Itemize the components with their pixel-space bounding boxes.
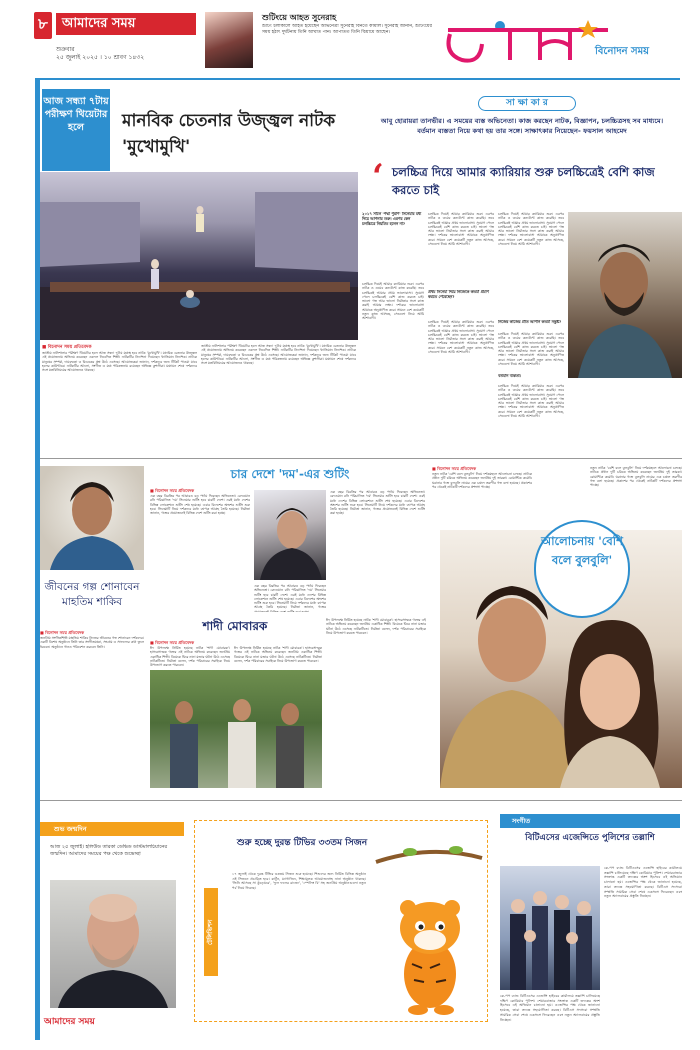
actress-photo bbox=[205, 12, 253, 68]
music-body-2: কে-পপ ব্যান্ড বিটিএসের এজেন্সি হাইবের কার্যালয়ে তল্লাশি চালিয়েছে দক্ষিণ কোরিয়ার পুলিশ। শেয়ারবাজার সংক্রান্ত একটি তদন্তের অংশ হিসেবে এই অভিযান চালানো হয়। এজেন্সির পক্ষ থেকে জানানো হয়েছে, তারা তদন্তে সহযোগিতা করছে। বিটিএস সদস্যরা সম্প্রতি সামরিক সেবা শেষে একসঙ্গে ফিরেছেন এবং নতুন অ্যালবামের প্রস্তুতি নিচ্ছেন। bbox=[500, 994, 600, 1022]
drama-kicker: আজ সন্ধ্যা ৭টায় পরীক্ষণ থিয়েটার হলে bbox=[43, 96, 109, 133]
drama-kicker-box bbox=[42, 89, 110, 171]
interview-q2: প্রথম সিনেমা দিয়ে নিজেকে কতটা প্রমাণ করতে পেরেছেন? bbox=[428, 290, 489, 299]
drama-body-col2: জাতীয় নাট্যশালার পরীক্ষণ থিয়েটার হলে আজ সন্ধ্যা ৭টায় মঞ্চস্থ হবে নাটক 'মুখোমুখি'। মানবিক চেতনার উজ্জ্বল এই প্রযোজনায় অভিনয় করেছেন একদল নিবেদিত শিল্পী। নাটকটির নির্দেশনা দিয়েছেন খ্যাতিমান নির্দেশক। নাটকে মানুষের সম্পর্ক, দায়বদ্ধতা ও বিবেকের প্রশ্ন উঠে এসেছে। আয়োজকরা জানান, দর্শকদের জন্য টিকিট পাওয়া যাবে হলের কাউন্টারে। নাটকটির আলো, সংগীত ও মঞ্চ পরিকল্পনায় রয়েছেন অভিজ্ঞ কুশলীরা। মঞ্চায়ন শেষে দর্শকদের সঙ্গে মতবিনিময়ের আয়োজনও থাকছে। bbox=[201, 344, 356, 366]
interview-quote: চলচ্চিত্র দিয়ে আমার ক্যারিয়ার শুরু চলচ্চিত্রেই বেশি কাজ করতে চাই bbox=[392, 165, 655, 197]
interview-body-1: চলচ্চিত্র দিয়েই আমার ক্যারিয়ার শুরু। এরপর নাটক ও ওয়েব কনটেন্টে কাজ করেছি। তবে চলচ্চিত্রই আমার প্রথম ভালোবাসা। সুযোগ পেলে চলচ্চিত্রেই বেশি কাজ করতে চাই। ভালো গল্প আর ভালো নির্মাতার সঙ্গে কাজ করাই আমার লক্ষ্য। দর্শকের ভালোবাসা আমাকে অনুপ্রাণিত করে। সামনে বেশ কয়েকটি নতুন কাজ আসছে, সেগুলো নিয়ে আমি আশাবাদী। bbox=[362, 282, 424, 321]
interview-body-4: চলচ্চিত্র দিয়েই আমার ক্যারিয়ার শুরু। এরপর নাটক ও ওয়েব কনটেন্টে কাজ করেছি। তবে চলচ্চিত্রই আমার প্রথম ভালোবাসা। সুযোগ পেলে চলচ্চিত্রেই বেশি কাজ করতে চাই। ভালো গল্প আর ভালো নির্মাতার সঙ্গে কাজ করাই আমার লক্ষ্য। দর্শকের ভালোবাসা আমাকে অনুপ্রাণিত করে। সামনে বেশ কয়েকটি নতুন কাজ আসছে, সেগুলো নিয়ে আমি আশাবাদী। bbox=[498, 212, 564, 247]
footer-masthead: আমাদের সময় bbox=[44, 1017, 95, 1027]
interview-q3: নিজের কাজের প্রতি আপনি কতটা সন্তুষ্ট? bbox=[498, 320, 562, 324]
mahtim-photo bbox=[40, 466, 144, 570]
mahtim-byline: ■ বিনোদন সময় প্রতিবেদক bbox=[40, 630, 85, 635]
wedding-byline: ■ বিনোদন সময় প্রতিবেদক bbox=[150, 640, 195, 645]
flash-text: শুটিং চলাকালে আহত হয়েছেন অভিনেত্রী সুনেরাহ বিনতে কামাল। সুনেরাহ জানান, শুটিংয়ের সময় হঠাৎ দুর্ঘটনায় তিনি আঘাত পান। আপাতত তিনি বিশ্রামে আছেন। bbox=[262, 24, 432, 35]
tv-body: ১৭ জুলাই থেকে দুরন্ত টিভির ৩৩তম সিজন শুরু হয়েছে। শিশুদের জন্য নির্মিত বিভিন্ন অনুষ্ঠান এই সিজনে প্রচারিত হবে। কার্টুন, ম্যাগাজিন, শিক্ষামূলক আয়োজনসহ নানা অনুষ্ঠান থাকছে। 'ভিনি আসছে সা কুঁড়েঘরে', 'ফুল ফলের রাজ্যে', 'স্পেলিং বি' সহ জনপ্রিয় অনুষ্ঠানগুলো নতুন পর্ব নিয়ে ফিরছে। bbox=[232, 872, 366, 890]
bulbuli-body-2: নতুন নাটক 'বেশি বলে বুলবুলি' নিয়ে দর্শকমহলে আলোচনা চলছে। নাটকে প্রধান দুটি চরিত্রে অভিনয় করেছেন জনপ্রিয় দুই তারকা। রোমান্টিক কমেডি ঘরানার গল্পে বুলবুলি নামের এক চঞ্চল তরুণীর গল্প বলা হয়েছে। প্রকাশের পর থেকেই নাটকটি দর্শকদের প্রশংসা পাচ্ছে। bbox=[590, 466, 682, 488]
section-divider-2 bbox=[40, 800, 682, 801]
tv-side-label-text: টেলিভিশন bbox=[207, 919, 214, 945]
shooting-actor-silhouette bbox=[254, 490, 326, 580]
quote-mark: ‘ bbox=[372, 157, 384, 197]
actor-portrait bbox=[568, 212, 682, 378]
interview-body-2: চলচ্চিত্র দিয়েই আমার ক্যারিয়ার শুরু। এরপর নাটক ও ওয়েব কনটেন্টে কাজ করেছি। তবে চলচ্চিত্রই আমার প্রথম ভালোবাসা। সুযোগ পেলে চলচ্চিত্রেই বেশি কাজ করতে চাই। ভালো গল্প আর ভালো নির্মাতার সঙ্গে কাজ করাই আমার লক্ষ্য। দর্শকের ভালোবাসা আমাকে অনুপ্রাণিত করে। সামনে বেশ কয়েকটি নতুন কাজ আসছে, সেগুলো নিয়ে আমি আশাবাদী। bbox=[428, 212, 494, 247]
drama-stage-photo bbox=[40, 172, 358, 340]
section-divider-1 bbox=[40, 458, 682, 459]
interview-body-5: চলচ্চিত্র দিয়েই আমার ক্যারিয়ার শুরু। এরপর নাটক ও ওয়েব কনটেন্টে কাজ করেছি। তবে চলচ্চিত্রই আমার প্রথম ভালোবাসা। সুযোগ পেলে চলচ্চিত্রেই বেশি কাজ করতে চাই। ভালো গল্প আর ভালো নির্মাতার সঙ্গে কাজ করাই আমার লক্ষ্য। দর্শকের ভালোবাসা আমাকে অনুপ্রাণিত করে। সামনে বেশ কয়েকটি নতুন কাজ আসছে, সেগুলো নিয়ে আমি আশাবাদী। bbox=[498, 332, 564, 367]
birthday-photo bbox=[50, 880, 176, 1008]
interview-body-6: চলচ্চিত্র দিয়েই আমার ক্যারিয়ার শুরু। এরপর নাটক ও ওয়েব কনটেন্টে কাজ করেছি। তবে চলচ্চিত্রই আমার প্রথম ভালোবাসা। সুযোগ পেলে চলচ্চিত্রেই বেশি কাজ করতে চাই। ভালো গল্প আর ভালো নির্মাতার সঙ্গে কাজ করাই আমার লক্ষ্য। দর্শকের ভালোবাসা আমাকে অনুপ্রাণিত করে। সামনে বেশ কয়েকটি নতুন কাজ আসছে, সেগুলো নিয়ে আমি আশাবাদী। bbox=[498, 384, 564, 419]
shooting-actor-photo bbox=[254, 490, 326, 580]
bulbuli-title: আলোচনায় 'বেশি বলে বুলবুলি' bbox=[534, 520, 630, 618]
mahtim-headline: জীবনের গল্প শোনাবেন মাহতিম শাকিব bbox=[44, 581, 140, 608]
music-body: কে-পপ ব্যান্ড বিটিএসের এজেন্সি হাইবের কার্যালয়ে তল্লাশি চালিয়েছে দক্ষিণ কোরিয়ার পুলিশ। শেয়ারবাজার সংক্রান্ত একটি তদন্তের অংশ হিসেবে এই অভিযান চালানো হয়। এজেন্সির পক্ষ থেকে জানানো হয়েছে, তারা তদন্তে সহযোগিতা করছে। বিটিএস সদস্যরা সম্প্রতি সামরিক সেবা শেষে একসঙ্গে ফিরেছেন এবং নতুন অ্যালবামের প্রস্তুতি নিচ্ছেন। bbox=[604, 866, 682, 899]
interview-body-3: চলচ্চিত্র দিয়েই আমার ক্যারিয়ার শুরু। এরপর নাটক ও ওয়েব কনটেন্টে কাজ করেছি। তবে চলচ্চিত্রই আমার প্রথম ভালোবাসা। সুযোগ পেলে চলচ্চিত্রেই বেশি কাজ করতে চাই। ভালো গল্প আর ভালো নির্মাতার সঙ্গে কাজ করাই আমার লক্ষ্য। দর্শকের ভালোবাসা আমাকে অনুপ্রাণিত করে। সামনে বেশ কয়েকটি নতুন কাজ আসছে, সেগুলো নিয়ে আমি আশাবাদী। bbox=[428, 320, 494, 355]
header-divider bbox=[35, 78, 680, 80]
wedding-photo bbox=[150, 670, 322, 788]
interview-q1: ২০১৭ সালে 'পদ্মা পুরাণ' সিনেমার মধ্য দিয়ে আপনার শুরু। এরপর কেন চলচ্চিত্রে নিয়মিত হলেন না? bbox=[362, 212, 422, 226]
music-headline: বিটিএসের এজেন্সিতে পুলিশের তল্লাশি bbox=[525, 833, 655, 843]
birthday-label bbox=[40, 822, 184, 836]
wedding-body-3: ঈদ উপলক্ষে নির্মিত হয়েছে নাটক 'শাদী মোবারক'। হাস্যরসাত্মক গল্পের এই নাটকে অভিনয় করেছেন জনপ্রিয় একাধিক শিল্পী। বিয়েকে ঘিরে নানা মজার ঘটনা উঠে এসেছে নাটকটিতে। নির্মাতা বলেন, দর্শক পরিবারের সবাইকে নিয়ে উপভোগ করতে পারবেন। bbox=[326, 618, 426, 635]
issue-day: শুক্রবার bbox=[56, 46, 75, 53]
stage-scene-graphic bbox=[40, 172, 358, 340]
bts-photo bbox=[500, 866, 600, 990]
shooting-body-2: এক বছর বিরতির পর আবারও বড় পর্দায় ফিরছেন অভিনেতা। রেদওয়ান রনি পরিচালিত 'দম' সিনেমার শুটিং হবে চারটি দেশে। এরই মধ্যে দেশের বিভিন্ন লোকেশনে শুটিং শেষ হয়েছে। এবার বিদেশের অংশের শুটিং শুরু হবে। সিনেমাটি নিয়ে দর্শকদের মধ্যে ব্যাপক আগ্রহ তৈরি হয়েছে। নির্মাতা জানান, গল্পের প্রয়োজনেই বিভিন্ন দেশে শুটিং করা হচ্ছে। bbox=[254, 584, 326, 612]
david-silhouette bbox=[50, 880, 176, 1008]
interview-q4: বর্তমান ব্যস্ততা। bbox=[498, 374, 522, 378]
wedding-headline: শাদী মোবারক bbox=[202, 619, 268, 633]
page-number: ৮ bbox=[34, 12, 52, 39]
shooting-headline: চার দেশে 'দম'-এর শুটিং bbox=[230, 467, 350, 481]
tv-headline: শুরু হচ্ছে দুরন্ত টিভির ৩৩তম সিজন bbox=[236, 838, 368, 848]
bulbuli-byline: ■ বিনোদন সময় প্রতিবেদক bbox=[432, 466, 477, 471]
issue-date bbox=[56, 46, 144, 62]
mahtim-body: জনপ্রিয় সংগীতশিল্পী মাহতিম শাকিব নিজের জীবনের গল্প শোনাবেন দর্শকদের। একটি বিশেষ অনুষ্ঠানে তিনি তার সংগীতযাত্রা, সংগ্রাম ও সাফল্যের কথা তুলে ধরবেন। অনুষ্ঠানে গানও পরিবেশন করবেন তিনি। bbox=[40, 636, 144, 649]
tv-side-label bbox=[204, 888, 218, 976]
shooting-body-3: এক বছর বিরতির পর আবারও বড় পর্দায় ফিরছেন অভিনেতা। রেদওয়ান রনি পরিচালিত 'দম' সিনেমার শুটিং হবে চারটি দেশে। এরই মধ্যে দেশের বিভিন্ন লোকেশনে শুটিং শেষ হয়েছে। এবার বিদেশের অংশের শুটিং শুরু হবে। সিনেমাটি নিয়ে দর্শকদের মধ্যে ব্যাপক আগ্রহ তৈরি হয়েছে। নির্মাতা জানান, গল্পের প্রয়োজনেই বিভিন্ন দেশে শুটিং করা হচ্ছে। bbox=[330, 490, 425, 516]
actor-silhouette bbox=[568, 212, 682, 378]
bulbuli-body-1: নতুন নাটক 'বেশি বলে বুলবুলি' নিয়ে দর্শকমহলে আলোচনা চলছে। নাটকে প্রধান দুটি চরিত্রে অভিনয় করেছেন জনপ্রিয় দুই তারকা। রোমান্টিক কমেডি ঘরানার গল্পে বুলবুলি নামের এক চঞ্চল তরুণীর গল্প বলা হয়েছে। প্রকাশের পর থেকেই নাটকটি দর্শকদের প্রশংসা পাচ্ছে। bbox=[432, 472, 532, 489]
wedding-body-2: ঈদ উপলক্ষে নির্মিত হয়েছে নাটক 'শাদী মোবারক'। হাস্যরসাত্মক গল্পের এই নাটকে অভিনয় করেছেন জনপ্রিয় একাধিক শিল্পী। বিয়েকে ঘিরে নানা মজার ঘটনা উঠে এসেছে নাটকটিতে। নির্মাতা বলেন, দর্শক পরিবারের সবাইকে নিয়ে উপভোগ করতে পারবেন। bbox=[234, 646, 322, 663]
drama-byline: ■ বিনোদন সময় প্রতিবেদক bbox=[42, 345, 92, 350]
issue-date-text: ২৫ জুলাই ২০২৫ । ১০ শ্রাবণ ১৪৩২ bbox=[56, 54, 145, 61]
interview-label: সা ক্ষা কা র bbox=[478, 96, 576, 111]
mahtim-silhouette bbox=[40, 466, 144, 570]
drama-headline: মানবিক চেতনার উজ্জ্বল নাটক 'মুখোমুখি' bbox=[122, 111, 336, 157]
tiger-cartoon-graphic bbox=[370, 840, 486, 1016]
drama-body: জাতীয় নাট্যশালার পরীক্ষণ থিয়েটার হলে আজ সন্ধ্যা ৭টায় মঞ্চস্থ হবে নাটক 'মুখোমুখি'। মানবিক চেতনার উজ্জ্বল এই প্রযোজনায় অভিনয় করেছেন একদল নিবেদিত শিল্পী। নাটকটির নির্দেশনা দিয়েছেন খ্যাতিমান নির্দেশক। নাটকে মানুষের সম্পর্ক, দায়বদ্ধতা ও বিবেকের প্রশ্ন উঠে এসেছে। আয়োজকরা জানান, দর্শকদের জন্য টিকিট পাওয়া যাবে হলের কাউন্টারে। নাটকটির আলো, সংগীত ও মঞ্চ পরিকল্পনায় রয়েছেন অভিজ্ঞ কুশলীরা। মঞ্চায়ন শেষে দর্শকদের সঙ্গে মতবিনিময়ের আয়োজনও থাকছে। bbox=[42, 351, 197, 373]
flash-headline: শুটিংয়ে আহত সুনেরাহ bbox=[262, 13, 337, 22]
birthday-text: আজ ২৫ জুলাই। হলিউড তারকা ডেভিড ডাস্টমালচিয়ানের জন্মদিন। আমাদের সময়ের পক্ষ থেকে শুভেচ্ছা bbox=[50, 844, 168, 857]
interview-intro: আবু হোরায়রা তানভীর। এ সময়ের ব্যস্ত অভিনেতা। কাজ করছেন নাটক, বিজ্ঞাপন, চলচ্চিত্রসহ সব মাধ্যমে। বর্তমান ব্যস্ততা নিয়ে কথা হয় তার সঙ্গে। সাক্ষাৎকার নিয়েছেন- ফয়সাল আহমেদ bbox=[380, 117, 664, 135]
binodon-shomoy-logo bbox=[440, 14, 670, 72]
wedding-body-1: ঈদ উপলক্ষে নির্মিত হয়েছে নাটক 'শাদী মোবারক'। হাস্যরসাত্মক গল্পের এই নাটকে অভিনয় করেছেন জনপ্রিয় একাধিক শিল্পী। বিয়েকে ঘিরে নানা মজার ঘটনা উঠে এসেছে নাটকটিতে। নির্মাতা বলেন, দর্শক পরিবারের সবাইকে নিয়ে উপভোগ করতে পারবেন। bbox=[150, 646, 230, 668]
page-header bbox=[0, 0, 700, 78]
shooting-byline: ■ বিনোদন সময় প্রতিবেদক bbox=[150, 488, 195, 493]
music-label-text: সংগীত bbox=[512, 817, 531, 825]
shooting-body-1: এক বছর বিরতির পর আবারও বড় পর্দায় ফিরছেন অভিনেতা। রেদওয়ান রনি পরিচালিত 'দম' সিনেমার শুটিং হবে চারটি দেশে। এরই মধ্যে দেশের বিভিন্ন লোকেশনে শুটিং শেষ হয়েছে। এবার বিদেশের অংশের শুটিং শুরু হবে। সিনেমাটি নিয়ে দর্শকদের মধ্যে ব্যাপক আগ্রহ তৈরি হয়েছে। নির্মাতা জানান, গল্পের প্রয়োজনেই বিভিন্ন দেশে শুটিং করা হচ্ছে। bbox=[150, 494, 250, 516]
section-logo-text: বিনোদন সময় bbox=[595, 46, 650, 57]
birthday-label-text: শুভ জন্মদিন bbox=[54, 825, 87, 833]
music-label bbox=[500, 814, 680, 828]
masthead-logo: আমাদের সময় bbox=[56, 13, 196, 35]
wedding-group-graphic bbox=[150, 670, 322, 788]
bts-group-graphic bbox=[500, 866, 600, 990]
